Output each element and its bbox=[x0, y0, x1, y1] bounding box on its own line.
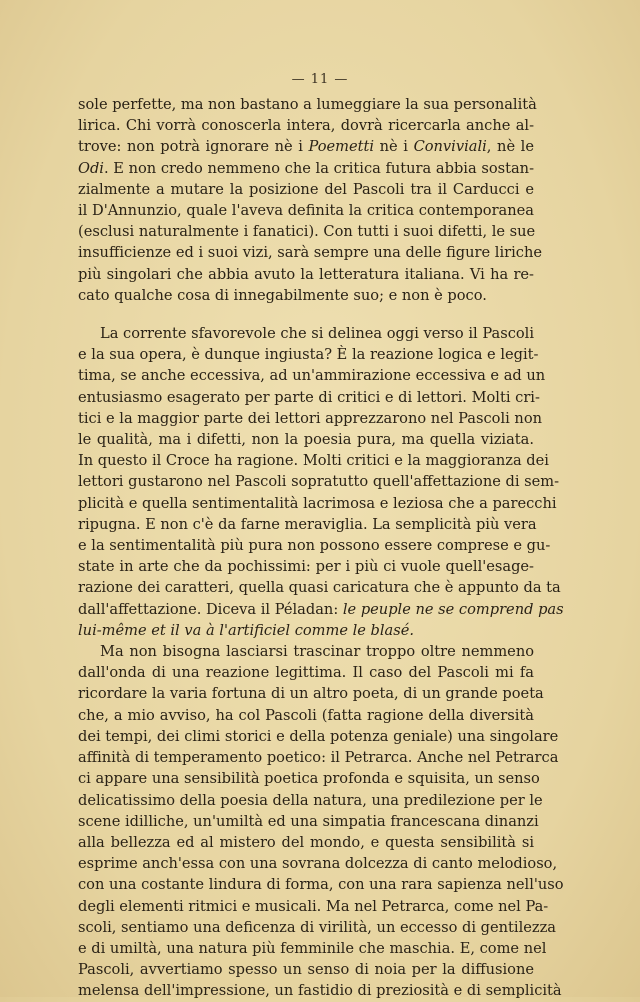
paragraph-2 bbox=[78, 323, 564, 641]
text-line bbox=[78, 115, 534, 136]
text-line bbox=[78, 662, 534, 683]
text-run: e di umiltà, una natura più femminile che maschia. E, come nel bbox=[78, 939, 547, 957]
text-run: Ma non bisogna lasciarsi trascinar troppo oltre nemmeno bbox=[100, 643, 534, 661]
text-run: , nè le bbox=[486, 138, 534, 156]
text-run: scene idilliche, un'umiltà ed una simpatia francescana dinanzi bbox=[78, 812, 539, 830]
text-run: tima, se anche eccessiva, ad un'ammirazione eccessiva e ad un bbox=[78, 367, 546, 385]
text-run: plicità e quella sentimentalità lacrimosa e leziosa che a parecchi bbox=[78, 494, 557, 512]
text-run: insufficienze ed i suoi vizi, sarà sempre una delle figure liriche bbox=[78, 244, 542, 262]
text-run: e la sua opera, è dunque ingiusta? È la reazione logica e legit- bbox=[78, 346, 539, 364]
italic-text: le peuple ne se comprend pas bbox=[342, 600, 564, 618]
text-run: razione dei caratteri, quella quasi caricatura che è appunto da ta bbox=[78, 579, 561, 597]
text-line bbox=[78, 493, 557, 514]
text-run: ripugna. E non c'è da farne meraviglia. La semplicità più vera bbox=[78, 515, 537, 533]
text-run: scoli, sentiamo una deficenza di virilità, un eccesso di gentilezza bbox=[78, 918, 556, 936]
text-run: ci appare una sensibilità poetica profonda e squisita, un senso bbox=[78, 770, 540, 788]
body-text bbox=[78, 94, 564, 1002]
text-run: alla bellezza ed al mistero del mondo, e questa sensibilità si bbox=[78, 833, 534, 851]
italic-text: lui-même et il va à l'artificiel comme le blasé. bbox=[78, 621, 415, 639]
text-run: affinità di temperamento poetico: il Petrarca. Anche nel Petrarca bbox=[78, 749, 559, 767]
text-run: zialmente a mutare la posizione del Pascoli tra il Carducci e bbox=[78, 180, 534, 198]
text-run: dall'affettazione. Diceva il Péladan: bbox=[78, 600, 343, 618]
text-run: (esclusi naturalmente i fanatici). Con tutti i suoi difetti, le sue bbox=[78, 223, 536, 241]
text-line bbox=[78, 726, 559, 747]
text-run: che, a mio avviso, ha col Pascoli (fatta ragione della diversità bbox=[78, 706, 534, 724]
text-line bbox=[78, 917, 556, 938]
text-line bbox=[78, 158, 534, 179]
text-line bbox=[78, 790, 543, 811]
text-line bbox=[78, 514, 537, 535]
text-line bbox=[78, 94, 537, 115]
text-line bbox=[78, 179, 534, 200]
text-run: melensa dell'impressione, un fastidio di preziosità e di semplicità bbox=[78, 982, 562, 1000]
text-line bbox=[78, 959, 534, 980]
text-line bbox=[78, 705, 534, 726]
text-line bbox=[78, 136, 534, 157]
text-line bbox=[78, 811, 539, 832]
text-line bbox=[78, 896, 549, 917]
text-line bbox=[78, 221, 534, 242]
text-line bbox=[78, 535, 551, 556]
text-line bbox=[78, 556, 534, 577]
text-run: entusiasmo esagerato per parte di critici e di lettori. Molti cri- bbox=[78, 388, 540, 406]
text-line bbox=[78, 874, 564, 895]
text-line bbox=[78, 853, 558, 874]
text-run: trove: non potrà ignorare nè i bbox=[78, 138, 309, 156]
text-line bbox=[78, 832, 534, 853]
text-line bbox=[78, 599, 564, 620]
text-run: Pascoli, avvertiamo spesso un senso di noia per la diffusione bbox=[78, 961, 534, 979]
italic-text: Poemetti bbox=[308, 138, 375, 156]
text-run: cato qualche cosa di innegabilmente suo; e non è poco. bbox=[78, 286, 487, 304]
text-run: dall'onda di una reazione legittima. Il caso del Pascoli mi fa bbox=[78, 664, 534, 682]
text-line bbox=[78, 980, 562, 1001]
text-run: La corrente sfavorevole che si delinea oggi verso il Pascoli bbox=[100, 325, 534, 343]
text-line bbox=[78, 365, 546, 386]
text-line bbox=[78, 200, 534, 221]
text-line bbox=[78, 620, 534, 641]
text-run: degli elementi ritmici e musicali. Ma nel Petrarca, come nel Pa- bbox=[78, 897, 549, 915]
text-run: In questo il Croce ha ragione. Molti critici e la maggioranza dei bbox=[78, 452, 549, 470]
text-run: con una costante lindura di forma, con una rara sapienza nell'uso bbox=[78, 876, 564, 894]
text-run: esprime anch'essa con una sovrana dolcezza di canto melodioso, bbox=[78, 855, 558, 873]
page-number: — 11 — bbox=[291, 72, 349, 87]
text-line bbox=[78, 344, 539, 365]
text-line bbox=[78, 471, 560, 492]
text-run: lirica. Chi vorrà conoscerla intera, dovrà ricercarla anche al- bbox=[78, 117, 534, 135]
text-line bbox=[78, 242, 542, 263]
text-run: e la sentimentalità più pura non possono essere comprese e gu- bbox=[78, 537, 551, 555]
text-run: state in arte che da pochissimi: per i più ci vuole quell'esage- bbox=[78, 558, 534, 576]
text-line bbox=[78, 387, 540, 408]
text-line bbox=[78, 768, 540, 789]
text-line bbox=[78, 323, 534, 344]
text-line bbox=[78, 264, 534, 285]
text-run: dei tempi, dei climi storici e della potenza geniale) una singolare bbox=[78, 727, 559, 745]
italic-text: Odi bbox=[78, 159, 104, 177]
text-run: il D'Annunzio, quale l'aveva definita la critica contemporanea bbox=[78, 202, 534, 220]
text-run: tici e la maggior parte dei lettori apprezzarono nel Pascoli non bbox=[78, 409, 543, 427]
text-run: delicatissimo della poesia della natura, una predilezione per le bbox=[78, 791, 543, 809]
text-run: le qualità, ma i difetti, non la poesia pura, ma quella viziata. bbox=[78, 431, 534, 449]
text-line bbox=[78, 683, 544, 704]
text-line bbox=[78, 577, 561, 598]
text-run: . E non credo nemmeno che la critica futura abbia sostan- bbox=[103, 159, 534, 177]
text-line bbox=[78, 450, 549, 471]
text-line bbox=[78, 408, 543, 429]
paragraph-gap bbox=[78, 306, 534, 323]
text-run: ricordare la varia fortuna di un altro poeta, di un grande poeta bbox=[78, 685, 544, 703]
text-line bbox=[78, 429, 534, 450]
text-run: lettori gustarono nel Pascoli sopratutto quell'affettazione di sem- bbox=[78, 473, 560, 491]
text-line bbox=[78, 938, 547, 959]
italic-text: Conviviali bbox=[413, 138, 487, 156]
paragraph-1 bbox=[78, 94, 542, 306]
paragraph-3 bbox=[78, 641, 564, 1001]
text-run: nè i bbox=[374, 138, 414, 156]
text-line bbox=[78, 285, 534, 306]
text-run: sole perfette, ma non bastano a lumeggiare la sua personalità bbox=[78, 96, 537, 113]
text-run: più singolari che abbia avuto la letteratura italiana. Vi ha re- bbox=[78, 265, 534, 283]
text-line bbox=[78, 641, 534, 662]
text-line bbox=[78, 747, 559, 768]
